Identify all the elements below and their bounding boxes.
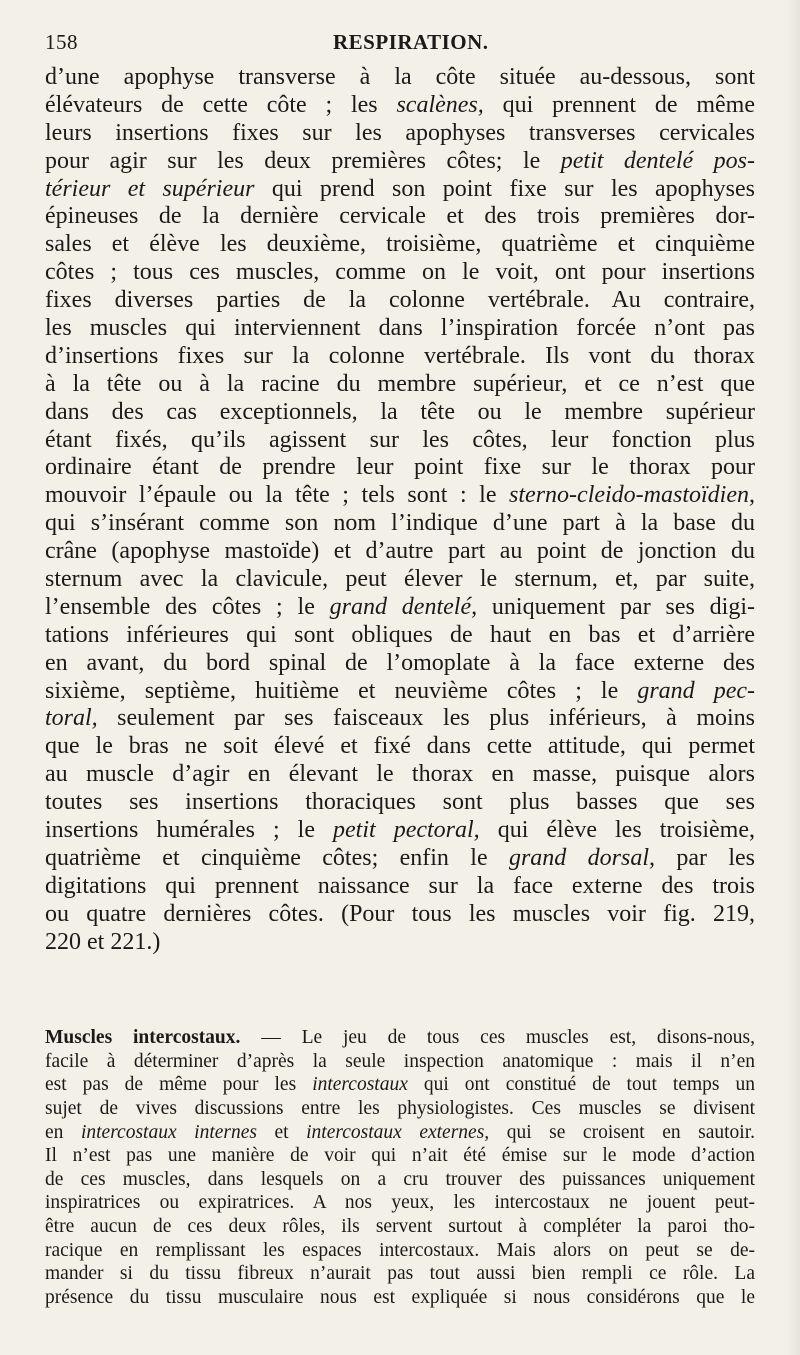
text-run: présence du tissu musculaire nous est expliquée si nous considérons que le — [45, 1287, 755, 1309]
text-run: sixième, septième, huitième et neuvième côtes ; le — [45, 677, 638, 704]
text-line — [45, 454, 755, 482]
text-line — [45, 120, 755, 148]
text-run: seulement par ses faisceaux les plus inférieurs, à moins — [97, 705, 755, 732]
text-run: qui élève les troisième, — [479, 817, 755, 844]
scan-edge-shadow — [786, 0, 800, 1355]
text-line — [45, 650, 755, 678]
small-text-line — [45, 1121, 755, 1145]
text-run: étant fixés, qu’ils agissent sur les côtes, leur fonction plus — [45, 426, 755, 453]
text-run: par les — [655, 844, 755, 871]
page-header — [45, 30, 755, 60]
text-line — [45, 148, 755, 176]
italic-term: grand pec- — [637, 677, 755, 704]
text-run: épineuses de la dernière cervicale et des trois premières dor- — [45, 203, 755, 230]
text-run: sales et élève les deuxième, troisième, quatrième et cinquième — [45, 231, 755, 258]
text-run: être aucun de ces deux rôles, ils servent surtout à compléter la paroi tho- — [45, 1216, 755, 1238]
text-run: racique en remplissant les espaces intercostaux. Mais alors on peut se de- — [45, 1239, 755, 1261]
text-line — [45, 399, 755, 427]
small-text-line — [45, 1286, 755, 1310]
small-text-line — [45, 1050, 755, 1074]
small-text-line — [45, 1073, 755, 1097]
text-run: ou quatre dernières côtes. (Pour tous les muscles voir fig. 219, — [45, 900, 755, 927]
page-number: 158 — [45, 30, 78, 54]
section-heading: Muscles intercostaux. — [45, 1027, 241, 1048]
text-run: facile à déterminer d’après la seule inspection anatomique : mais il n’en — [45, 1050, 755, 1072]
main-paragraph — [45, 64, 755, 957]
text-run: pour agir sur les deux premières côtes; le — [45, 147, 561, 174]
text-run: élévateurs de cette côte ; les — [45, 91, 397, 118]
italic-term: térieur et supérieur — [45, 175, 255, 202]
text-line — [45, 622, 755, 650]
text-run: fixes diverses parties de la colonne vertébrale. Au contraire, — [45, 287, 755, 314]
text-run: est pas de même pour les — [45, 1074, 313, 1096]
text-run: que le bras ne soit élevé et fixé dans cette attitude, qui permet — [45, 733, 755, 760]
text-run: d’insertions fixes sur la colonne vertébrale. Ils vont du thorax — [45, 342, 755, 369]
italic-term: intercostaux internes — [80, 1121, 257, 1143]
text-run: insertions humérales ; le — [45, 817, 334, 844]
text-run: qui prend son point fixe sur les apophyses — [254, 175, 755, 202]
text-run: inspiratrices ou expiratrices. A nos yeux, les intercostaux ne jouent peut- — [45, 1192, 755, 1214]
italic-term: grand dentelé, — [329, 593, 478, 620]
text-line — [45, 733, 755, 761]
italic-term: intercostaux externes, — [306, 1121, 490, 1143]
text-line — [45, 678, 755, 706]
text-line — [45, 817, 755, 845]
text-line — [45, 315, 755, 343]
text-run: digitations qui prennent naissance sur la face externe des trois — [45, 872, 755, 899]
small-text-line — [45, 1026, 755, 1050]
small-text-line — [45, 1144, 755, 1168]
text-run: de ces muscles, dans lesquels on a cru trouver des puissances uniquement — [45, 1168, 755, 1190]
text-run: mouvoir l’épaule ou la tête ; tels sont : le — [45, 482, 510, 509]
italic-term: sterno-cleido-mastoïdien, — [509, 482, 755, 509]
text-run: mander si du tissu fibreux n’aurait pas tout aussi bien rempli ce rôle. La — [45, 1263, 755, 1285]
text-line — [45, 343, 755, 371]
text-run: et — [256, 1121, 307, 1143]
text-run: qui ont constitué de tout temps un — [407, 1074, 755, 1096]
text-run: côtes ; tous ces muscles, comme on le voit, ont pour insertions — [45, 259, 755, 286]
text-line — [45, 287, 755, 315]
text-line — [45, 203, 755, 231]
text-run: toutes ses insertions thoraciques sont plus basses que ses — [45, 789, 755, 816]
text-line — [45, 566, 755, 594]
italic-term: petit pectoral, — [333, 817, 480, 844]
small-text-line — [45, 1191, 755, 1215]
text-run: qui s’insérant comme son nom l’indique d’une part à la base du — [45, 510, 755, 537]
small-text-line — [45, 1215, 755, 1239]
text-run: en avant, du bord spinal de l’omoplate à la face externe des — [45, 649, 755, 676]
text-run: leurs insertions fixes sur les apophyses transverses cervicales — [45, 119, 755, 146]
text-run: à la tête ou à la racine du membre supérieur, et ce n’est que — [45, 370, 755, 397]
running-head: RESPIRATION. — [333, 30, 489, 54]
italic-term: grand dorsal, — [508, 844, 655, 871]
text-run: l’ensemble des côtes ; le — [45, 593, 330, 620]
text-line — [45, 789, 755, 817]
italic-term: scalènes, — [396, 91, 484, 118]
text-run: tations inférieures qui sont obliques de haut en bas et d’arrière — [45, 621, 755, 648]
text-run: d’une apophyse transverse à la côte située au-dessous, sont — [45, 64, 755, 90]
text-run: qui prennent de même — [483, 91, 755, 118]
text-run: sujet de vives discussions entre les physiologistes. Ces muscles se divisent — [45, 1097, 755, 1119]
text-run: uniquement par ses digi- — [477, 593, 755, 620]
italic-term: petit dentelé pos- — [560, 147, 755, 174]
italic-term: toral, — [45, 705, 98, 732]
text-run: au muscle d’agir en élevant le thorax en masse, puisque alors — [45, 761, 755, 788]
text-run: — Le jeu de tous ces muscles est, disons-nous, — [240, 1027, 755, 1048]
text-run: les muscles qui interviennent dans l’inspiration forcée n’ont pas — [45, 315, 755, 342]
text-line — [45, 176, 755, 204]
text-run: sternum avec la clavicule, peut élever le sternum, et, par suite, — [45, 566, 755, 593]
text-line — [45, 92, 755, 120]
text-run: 220 et 221.) — [45, 928, 161, 955]
text-run: quatrième et cinquième côtes; enfin le — [45, 844, 509, 871]
text-line — [45, 873, 755, 901]
text-line — [45, 901, 755, 929]
text-line — [45, 705, 755, 733]
italic-term: intercostaux — [312, 1074, 408, 1096]
text-line — [45, 259, 755, 287]
small-text-line — [45, 1262, 755, 1286]
text-run: dans des cas exceptionnels, la tête ou le membre supérieur — [45, 398, 755, 425]
small-text-line — [45, 1239, 755, 1263]
text-line — [45, 427, 755, 455]
text-line — [45, 845, 755, 873]
text-line — [45, 482, 755, 510]
text-line — [45, 594, 755, 622]
text-run: en — [45, 1121, 81, 1143]
text-run: crâne (apophyse mastoïde) et d’autre part au point de jonction du — [45, 538, 755, 565]
text-run: ordinaire étant de prendre leur point fixe sur le thorax pour — [45, 454, 755, 481]
text-line — [45, 538, 755, 566]
text-line — [45, 929, 755, 957]
small-text-line — [45, 1097, 755, 1121]
text-line — [45, 761, 755, 789]
intercostal-paragraph — [45, 1026, 755, 1310]
text-line — [45, 510, 755, 538]
text-line — [45, 64, 755, 92]
text-line — [45, 371, 755, 399]
text-line — [45, 231, 755, 259]
small-text-line — [45, 1168, 755, 1192]
text-run: Il n’est pas une manière de voir qui n’ait été émise sur le mode d’action — [45, 1145, 755, 1167]
text-run: qui se croisent en sautoir. — [489, 1121, 755, 1143]
